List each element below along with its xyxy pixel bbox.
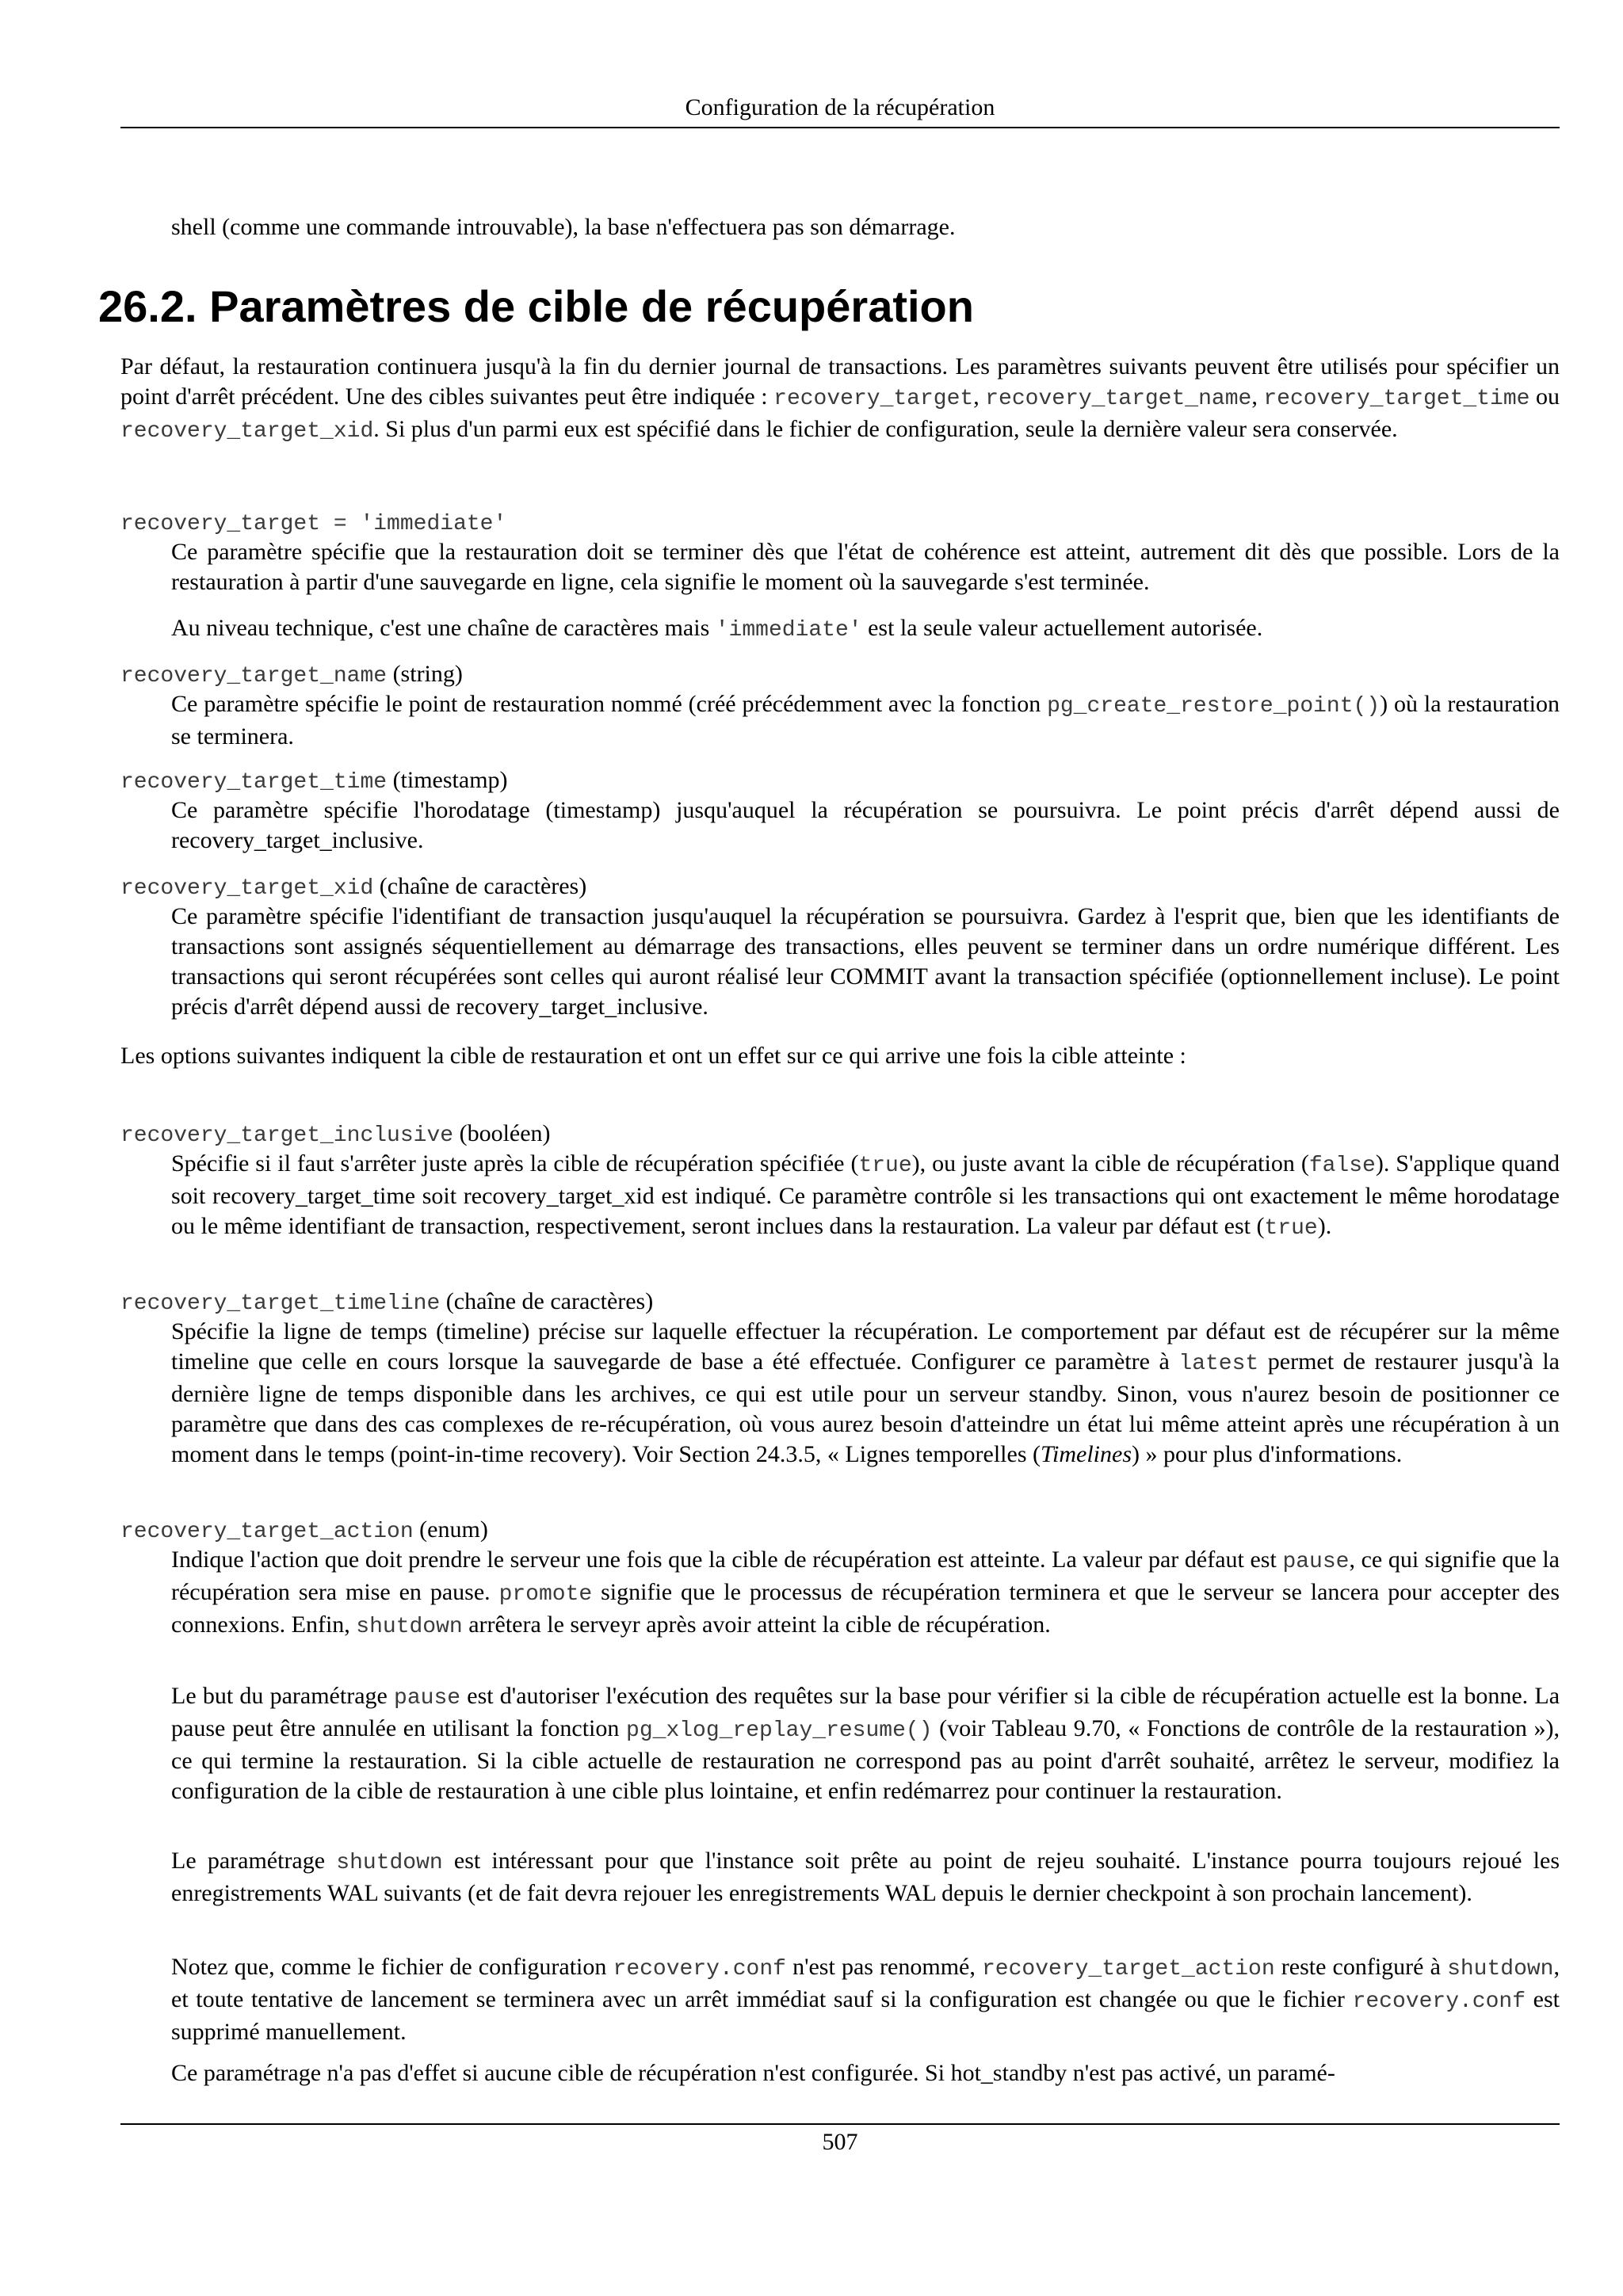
text: n'est pas renommé, [785, 1954, 982, 1980]
emphasis-timelines: Timelines [1041, 1441, 1132, 1467]
text: Le but du paramétrage [171, 1683, 395, 1709]
code-recovery-target-xid: recovery_target_xid [120, 419, 374, 444]
code-pause: pause [394, 1686, 461, 1711]
text: Ce paramètre spécifie le point de restauration nommé (créé précédemment avec la fonction [171, 691, 1048, 717]
definition-paragraph: Ce paramètre spécifie l'horodatage (timestamp) jusqu'auquel la récupération se poursuivra. Le point précis d'arrêt dépend aussi de recovery_target_inclusive. [171, 797, 1560, 853]
running-header: Configuration de la récupération [685, 94, 995, 120]
code-recovery-target-name: recovery_target_name [985, 387, 1252, 411]
code-recovery-target-time: recovery_target_time [1263, 387, 1530, 411]
continued-paragraph: shell (comme une commande introuvable), la base n'effectuera pas son démarrage. [171, 214, 956, 240]
text: Le paramétrage [171, 1848, 337, 1874]
term-type: (timestamp) [387, 767, 508, 793]
intro-text: , [973, 383, 986, 410]
text: , et toute tentative de lancement se terminera avec un arrêt immédiat sauf si la configuration est changée ou que le fichier [171, 1954, 1560, 2012]
code-latest: latest [1178, 1352, 1259, 1376]
text: est intéressant pour que l'instance soit prête au point de rejeu souhaité. L'instance pourra toujours rejoué les enregistrements WAL suivants (et de fait devra rejouer les enregistrements WAL depuis le dernier checkpoint à son prochain lancement). [171, 1848, 1560, 1906]
code-recovery-target: recovery_target [773, 387, 974, 411]
definition-paragraph [171, 689, 1560, 752]
text: Au niveau technique, c'est une chaîne de caractères mais [171, 615, 716, 641]
term-name: recovery_target_timeline [120, 1291, 441, 1316]
term-recovery-target-action [120, 1515, 1560, 1547]
text: est d'autoriser l'exécution des requêtes sur la base pour vérifier si la cible de récupération actuelle est la bonne. La pause peut être annulée en utilisant la fonction [171, 1683, 1560, 1741]
intro-text: Par défaut, la restauration continuera jusqu'à la fin du dernier journal de transactions. Les paramètres suivants peuvent être utilisés pour spécifier un point d'arrêt précédent. Une des cibles suivantes peut être indiquée : [120, 353, 1560, 410]
term-recovery-target-xid [120, 871, 1560, 904]
term-recovery-target-timeline [120, 1287, 1560, 1319]
term-recovery-target-time [120, 765, 1560, 798]
text: Notez que, comme le fichier de configuration [171, 1954, 613, 1980]
text: ) » pour plus d'informations. [1132, 1441, 1403, 1467]
code-function: pg_create_restore_point() [1047, 694, 1381, 719]
code-false: false [1308, 1154, 1376, 1178]
intro-text: . Si plus d'un parmi eux est spécifié dans le fichier de configuration, seule la dernière valeur sera conservée. [373, 416, 1398, 442]
code-shutdown: shutdown [356, 1615, 463, 1639]
code-recovery-conf: recovery.conf [1352, 1989, 1526, 2014]
text: ) où la restauration se terminera. [171, 691, 1560, 749]
code-true: true [1264, 1216, 1318, 1241]
section-intro-paragraph [120, 352, 1560, 447]
term-type: (chaîne de caractères) [440, 1288, 654, 1314]
footer-rule [120, 2123, 1560, 2125]
definition-paragraph [171, 1681, 1560, 1806]
code-shutdown: shutdown [336, 1851, 443, 1875]
code-shutdown: shutdown [1447, 1957, 1554, 1981]
text: permet de restaurer jusqu'à la dernière ligne de temps disponible dans les archives, ce qui est utile pour un serveur standby. Sinon, vous n'aurez besoin de positionner ce paramètre que dans des cas complexes de re-récupération, où vous aurez besoin d'atteindre un état lui même atteint après une récupération à un moment dans le temps (point-in-time recovery). Voir Section 24.3.5, « Lignes temporelles ( [171, 1348, 1560, 1467]
term-recovery-target-inclusive [120, 1119, 1560, 1151]
term-name: recovery_target_xid [120, 876, 374, 901]
text: Spécifie si il faut s'arrêter juste après la cible de récupération spécifiée ( [171, 1150, 859, 1177]
definition-paragraph: Ce paramètre spécifie l'identifiant de transaction jusqu'auquel la récupération se poursuivra. Gardez à l'esprit que, bien que les identifiants de transactions sont assignés séquentiellement au démarrage des transactions, elles peuvent se terminer dans un ordre numérique différent. Les transactions qui seront récupérées sont celles qui auront réalisé leur COMMIT avant la transaction spécifiée (optionnellement incluse). Le point précis d'arrêt dépend aussi de recovery_target_inclusive. [171, 903, 1560, 1020]
code-recovery-target-action: recovery_target_action [981, 1957, 1275, 1981]
text: ). S'applique quand soit recovery_target_time soit recovery_target_xid est indiqué. Ce paramètre contrôle si les transactions qui ont exactement le même horodatage ou le même identifiant de transaction, respectivement, seront inclues dans la restauration. La valeur par défaut est ( [171, 1150, 1560, 1239]
term-type: (enum) [413, 1516, 488, 1543]
text: Indique l'action que doit prendre le serveur une fois que la cible de récupération est atteinte. La valeur par défaut est [171, 1547, 1283, 1573]
header-rule [120, 127, 1560, 128]
definition-paragraph [171, 1545, 1560, 1642]
term-recovery-target [120, 507, 1560, 540]
definition-paragraph: Ce paramètre spécifie que la restauration doit se terminer dès que l'état de cohérence est atteint, autrement dit dès que possible. Lors de la restauration à partir d'une sauvegarde en ligne, cela signifie le moment où la sauvegarde s'est terminée. [171, 539, 1560, 595]
term-name: recovery_target_name [120, 664, 388, 688]
term-name: recovery_target_inclusive [120, 1123, 454, 1148]
text: est la seule valeur actuellement autorisée. [861, 615, 1263, 641]
intro-text: ou [1529, 383, 1560, 410]
text: , ce qui signifie que la récupération sera mise en pause. [171, 1547, 1560, 1605]
text: est supprimé manuellement. [171, 1986, 1560, 2045]
term-type: (string) [387, 661, 463, 687]
term-name: recovery_target_action [120, 1520, 414, 1544]
code-function: pg_xlog_replay_resume() [626, 1718, 933, 1743]
text: signifie que le processus de récupération terminera et que le serveur se lancera pour accepter des connexions. Enfin, [171, 1579, 1560, 1638]
text: ), ou juste avant la cible de récupération ( [911, 1150, 1309, 1177]
term-name: recovery_target_time [120, 770, 388, 795]
text: arrêtera le serveyr après avoir atteint la cible de récupération. [462, 1611, 1051, 1638]
term-type: (chaîne de caractères) [373, 873, 587, 899]
code-promote: promote [498, 1582, 593, 1607]
code-true: true [858, 1154, 912, 1178]
code-pause: pause [1282, 1550, 1350, 1574]
intro-text: , [1251, 383, 1264, 410]
definition-paragraph: Ce paramétrage n'a pas d'effet si aucune cible de récupération n'est configurée. Si hot_standby n'est pas activé, un paramé- [171, 2060, 1335, 2086]
term-name: recovery_target = 'immediate' [120, 512, 507, 536]
section-title: 26.2. Paramètres de cible de récupération [98, 281, 974, 331]
term-recovery-target-name [120, 659, 1560, 692]
text: reste configuré à [1274, 1954, 1448, 1980]
definition-paragraph [171, 1846, 1560, 1909]
code-immediate: 'immediate' [715, 618, 862, 643]
text: Spécifie la ligne de temps (timeline) précise sur laquelle effectuer la récupération. Le comportement par défaut est de récupérer sur la même timeline que celle en cours lorsque la sauvegarde de base a été effectuée. Configurer ce paramètre à [171, 1318, 1560, 1375]
page-number: 507 [822, 2129, 858, 2155]
definition-paragraph [171, 1149, 1560, 1244]
definition-paragraph [171, 1317, 1560, 1470]
options-intro-paragraph: Les options suivantes indiquent la cible de restauration et ont un effet sur ce qui arrive une fois la cible atteinte : [120, 1043, 1186, 1069]
definition-paragraph [171, 1952, 1560, 2047]
definition-paragraph [171, 613, 1560, 646]
text: (voir Tableau 9.70, « Fonctions de contrôle de la restauration »), ce qui termine la restauration. Si la cible actuelle de restauration ne correspond pas au point d'arrêt souhaité, arrêtez le serveur, modifiez la configuration de la cible de restauration à une cible plus lointaine, et enfin redémarrez pour continuer la restauration. [171, 1715, 1560, 1804]
code-recovery-conf: recovery.conf [613, 1957, 786, 1981]
text: ). [1317, 1213, 1332, 1239]
term-type: (booléen) [453, 1120, 551, 1146]
